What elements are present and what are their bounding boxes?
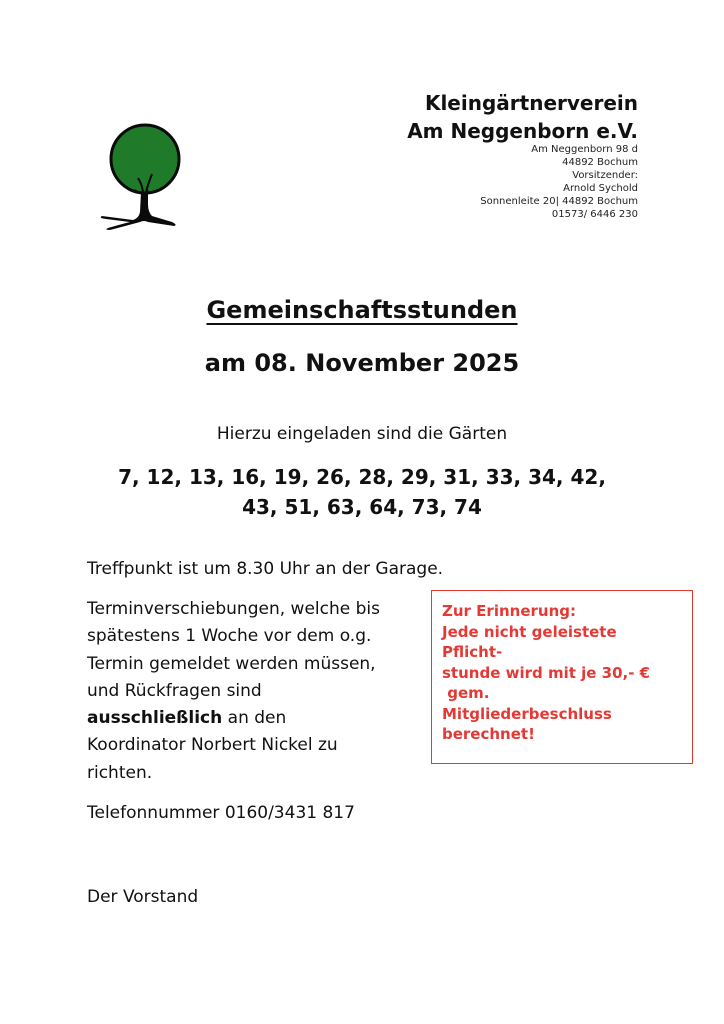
paragraph-line-rest: an den <box>222 708 287 729</box>
reminder-line: berechnet! <box>442 725 535 743</box>
reminder-line: Mitgliederbeschluss <box>442 704 612 723</box>
paragraph-line: richten. <box>87 762 153 783</box>
reminder-line: Jede nicht geleistete <box>442 622 617 641</box>
reminder-line: gem. <box>442 684 490 702</box>
phone-number: Telefonnummer 0160/3431 817 <box>87 803 355 823</box>
paragraph-line: Koordinator Norbert Nickel zu <box>87 735 338 756</box>
invitation-text: Hierzu eingeladen sind die Gärten <box>216 424 508 444</box>
paragraph-line: spätestens 1 Woche vor dem o.g. <box>87 626 372 647</box>
garden-numbers <box>0 462 724 522</box>
paragraph-line <box>87 705 427 732</box>
signature: Der Vorstand <box>87 887 199 907</box>
event-date: am 08. November 2025 <box>204 349 520 377</box>
reminder-line: Pflicht- <box>442 643 503 661</box>
garden-numbers-line1: 7, 12, 13, 16, 19, 26, 28, 29, 31, 33, 34, 42, <box>118 465 606 489</box>
paragraph-line: Termin gemeldet werden müssen, <box>87 653 376 674</box>
organization-address <box>480 143 638 221</box>
paragraph-line: und Rückfragen sind <box>87 680 262 701</box>
organization-name-line2: Am Neggenborn e.V. <box>407 119 638 143</box>
chairman-phone: 01573/ 6446 230 <box>551 209 638 220</box>
meeting-point: Treffpunkt ist um 8.30 Uhr an der Garage. <box>87 559 444 579</box>
address-city: 44892 Bochum <box>562 157 638 168</box>
rescheduling-paragraph <box>87 596 427 787</box>
tree-icon <box>88 112 198 237</box>
reminder-box <box>431 590 693 764</box>
reminder-line: stunde wird mit je 30,- € <box>442 663 651 682</box>
organization-name <box>407 89 638 145</box>
chairman-name: Arnold Sychold <box>563 183 638 194</box>
emphasis-text: ausschließlich <box>87 708 223 729</box>
paragraph-line: Terminverschiebungen, welche bis <box>87 599 380 619</box>
club-logo <box>88 112 198 237</box>
organization-name-line1: Kleingärtnerverein <box>424 91 638 115</box>
address-street: Am Neggenborn 98 d <box>531 144 638 155</box>
garden-numbers-line2: 43, 51, 63, 64, 73, 74 <box>242 495 482 519</box>
page-title: Gemeinschaftsstunden <box>206 296 518 324</box>
chairman-address: Sonnenleite 20| 44892 Bochum <box>480 196 638 207</box>
chairman-label: Vorsitzender: <box>572 170 638 181</box>
reminder-line: Zur Erinnerung: <box>442 602 576 620</box>
